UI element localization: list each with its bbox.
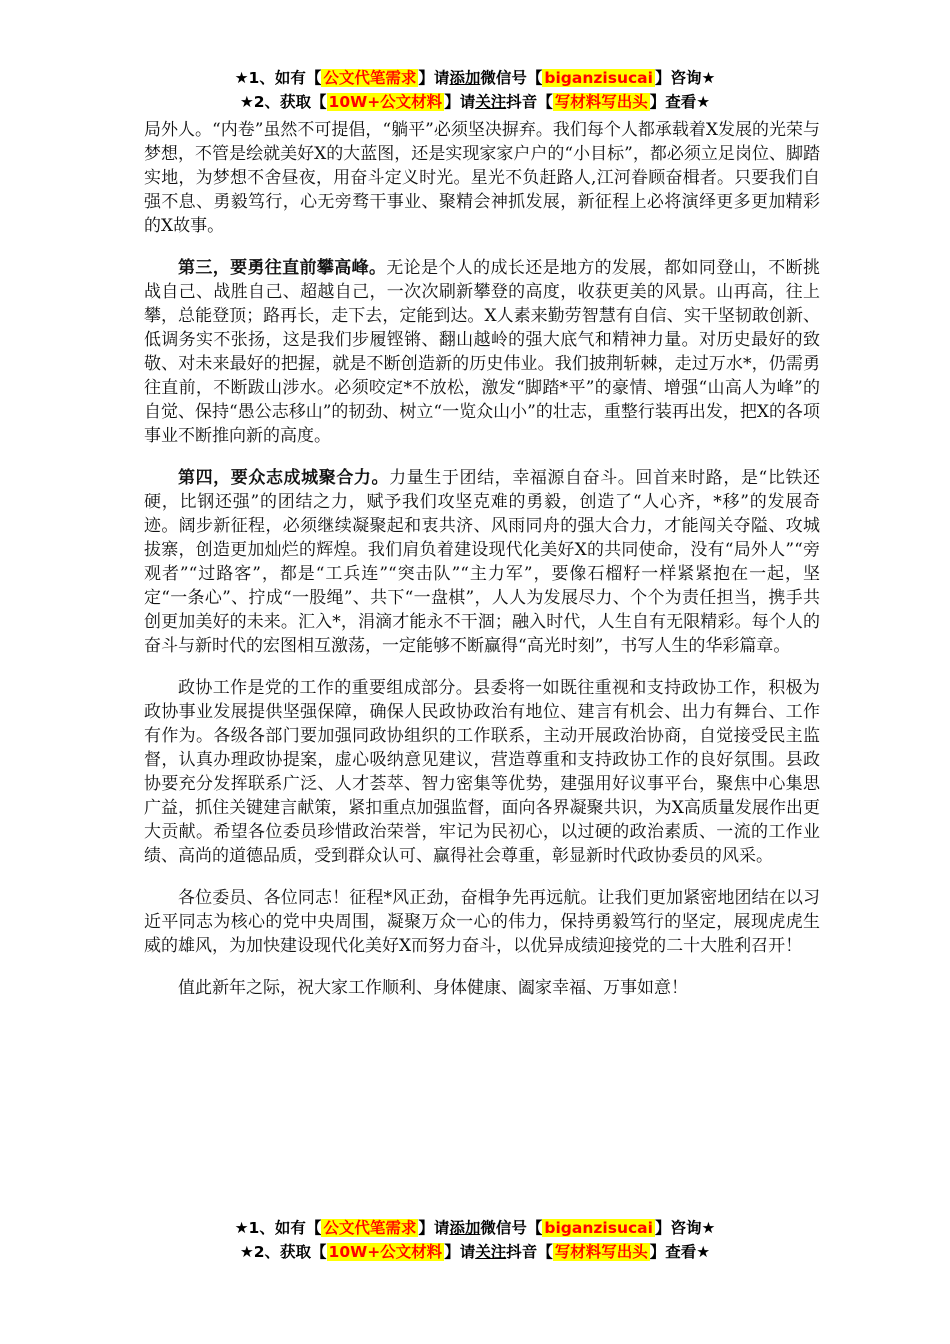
banner-line-2: ★2、获取【 10W+公文材料 】请关注抖音【 写材料写出头 】查看★ — [239, 93, 711, 111]
document-body — [144, 118, 820, 1018]
paragraph-new-year-wishes: 值此新年之际，祝大家工作顺利、身体健康、阖家幸福、万事如意！ — [178, 978, 688, 998]
paragraph-continuation: 局外人。“内卷”虽然不可提倡，“躺平”必须坚决摒弃。我们每个人都承载着X发展的光荣与梦想，不管是绘就美好X的大蓝图，还是实现家家户户的“小目标”，都必须立足岗位、脚踏实地，为梦想不舍昼夜，用奋斗定义时光。星光不负赶路人,江河眷顾奋楫者。只要我们自强不息、勇毅笃行，心无旁骛干事业、聚精会神抓发展，新征程上必将演绎更多更加精彩的X故事。 — [144, 120, 820, 236]
banner-line-1: ★1、如有【 公文代笔需求 】请添加微信号【 biganzisucai 】咨询★ — [234, 1219, 716, 1237]
wechat-id-highlight: biganzisucai — [544, 1219, 653, 1237]
header-banner — [0, 66, 950, 114]
paragraph-section-4: 第四，要众志成城聚合力。力量生于团结，幸福源自奋斗。回首来时路，是“比铁还硬，比钢还强”的团结之力，赋予我们攻坚克难的勇毅，创造了“人心齐，*移”的发展奇迹。阔步新征程，必须继续凝聚起和衷共济、风雨同舟的强大合力，才能闯关夺隘、攻城拔寨，创造更加灿烂的辉煌。我们肩负着建设现代化美好X的共同使命，没有“局外人”“旁观者”“过路客”，都是“工兵连”“突击队”“主力军”，要像石榴籽一样紧紧抱在一起，坚定“一条心”、拧成“一股绳”、共下“一盘棋”，人人为发展尽力、个个为责任担当，携手共创更加美好的未来。汇入*，涓滴才能永不干涸；融入时代，人生自有无限精彩。每个人的奋斗与新时代的宏图相互激荡，一定能够不断赢得“高光时刻”，书写人生的华彩篇章。 — [144, 468, 820, 656]
materials-highlight: 10W+公文材料 — [328, 93, 443, 111]
service-highlight: 公文代笔需求 — [323, 69, 417, 87]
douyin-id-highlight: 写材料写出头 — [554, 93, 648, 111]
materials-highlight: 10W+公文材料 — [328, 1243, 443, 1261]
paragraph-closing-call: 各位委员、各位同志！征程*风正劲，奋楫争先再远航。让我们更加紧密地团结在以习近平同志为核心的党中央周围，凝聚万众一心的伟力，保持勇毅笃行的坚定，展现虎虎生威的雄风，为加快建设现代化美好X而努力奋斗，以优异成绩迎接党的二十大胜利召开！ — [144, 888, 820, 956]
banner-line-2: ★2、获取【 10W+公文材料 】请关注抖音【 写材料写出头 】查看★ — [239, 1243, 711, 1261]
paragraph-section-3: 第三，要勇往直前攀高峰。无论是个人的成长还是地方的发展，都如同登山，不断挑战自己、战胜自己、超越自己，一次次刷新攀登的高度，收获更美的风景。山再高，往上攀，总能登顶；路再长，走下去，定能到达。X人素来勤劳智慧有自信、实干坚韧敢创新、低调务实不张扬，这是我们步履铿锵、翻山越岭的强大底气和精神力量。对历史最好的致敬、对未来最好的把握，就是不断创造新的历史伟业。我们披荆斩棘，走过万水*，仍需勇往直前，不断跋山涉水。必须咬定*不放松，激发“脚踏*平”的豪情、增强“山高人为峰”的自觉、保持“愚公志移山”的韧劲、树立“一览众山小”的壮志，重整行装再出发，把X的各项事业不断推向新的高度。 — [144, 258, 821, 446]
douyin-id-highlight: 写材料写出头 — [554, 1243, 648, 1261]
paragraph-cppcc-work: 政协工作是党的工作的重要组成部分。县委将一如既往重视和支持政协工作，积极为政协事业发展提供坚强保障，确保人民政协政治有地位、建言有机会、出力有舞台、工作有作为。各级各部门要加强同政协组织的工作联系，主动开展政治协商，自觉接受民主监督，认真办理政协提案，虚心吸纳意见建议，营造尊重和支持政协工作的良好氛围。县政协要充分发挥联系广泛、人才荟萃、智力密集等优势，建强用好议事平台，聚焦中心集思广益，抓住关键建言献策，紧扣重点加强监督，面向各界凝聚共识，为X高质量发展作出更大贡献。希望各位委员珍惜政治荣誉，牢记为民初心，以过硬的政治素质、一流的工作业绩、高尚的道德品质，受到群众认可、赢得社会尊重，彰显新时代政协委员的风采。 — [144, 678, 820, 866]
wechat-id-highlight: biganzisucai — [544, 69, 653, 87]
service-highlight: 公文代笔需求 — [323, 1219, 417, 1237]
section-heading-3: 第三，要勇往直前攀高峰。 — [178, 258, 387, 278]
footer-banner — [0, 1216, 950, 1264]
banner-line-1: ★1、如有【 公文代笔需求 】请添加微信号【 biganzisucai 】咨询★ — [234, 69, 716, 87]
section-heading-4: 第四，要众志成城聚合力。 — [178, 468, 390, 488]
